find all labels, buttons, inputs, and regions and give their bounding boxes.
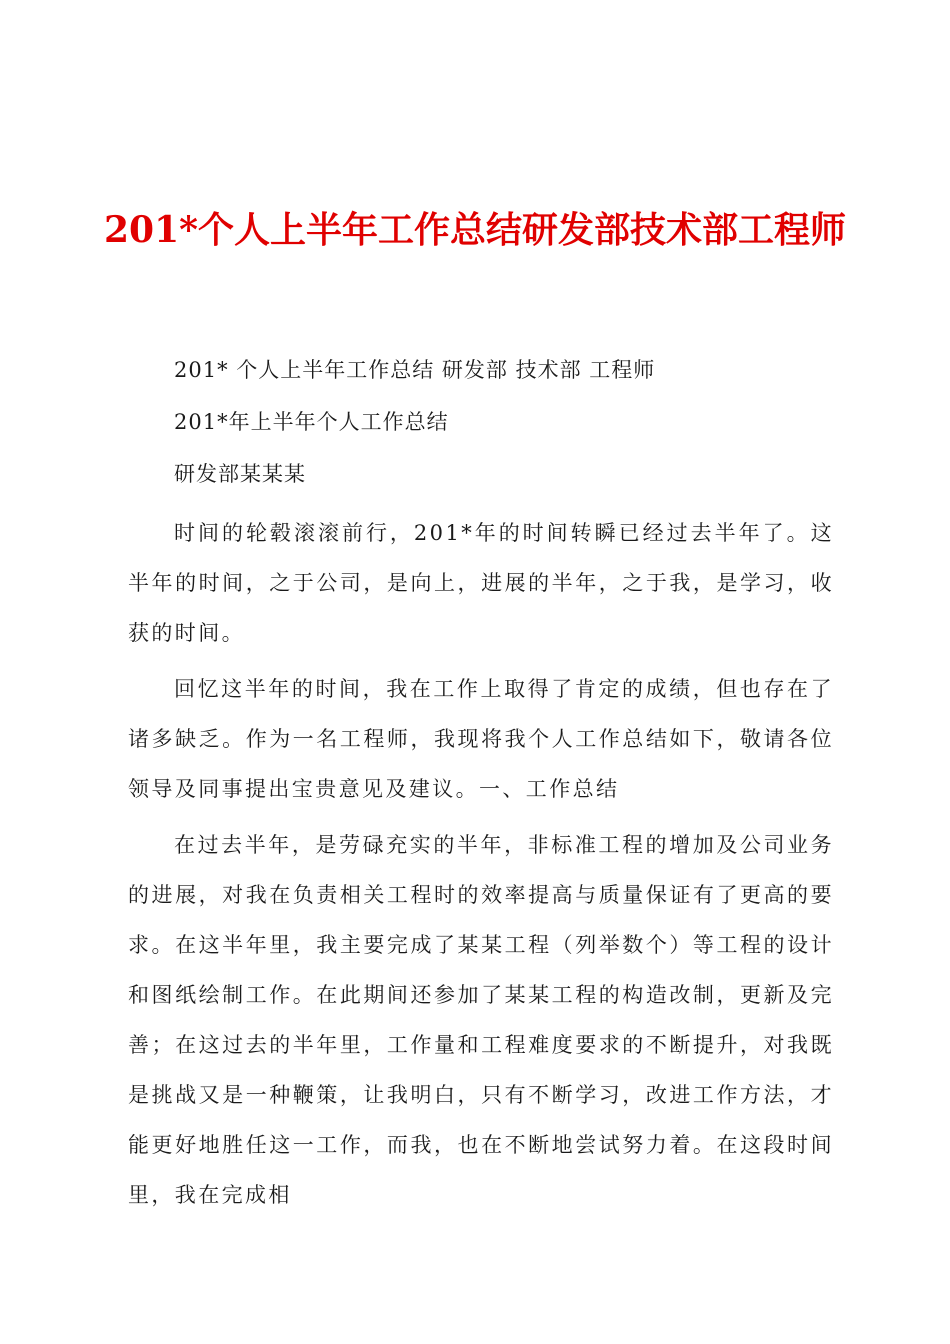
header-line: 研发部某某某 (174, 462, 306, 486)
document-title: 201*个人上半年工作总结研发部技术部工程师 (104, 209, 846, 251)
header-line: 201* 个人上半年工作总结 研发部 技术部 工程师 (174, 358, 656, 382)
paragraph: 时间的轮毂滚滚前行，201*年的时间转瞬已经过去半年了。这半年的时间，之于公司，是向上，进展的半年，之于我，是学习，收获的时间。 (128, 521, 834, 645)
paragraph: 在过去半年，是劳碌充实的半年，非标准工程的增加及公司业务的进展，对我在负责相关工程时的效率提高与质量保证有了更高的要求。在这半年里，我主要完成了某某工程（列举数个）等工程的设计和图纸绘制工作。在此期间还参加了某某工程的构造改制，更新及完善；在这过去的半年里，工作量和工程难度要求的不断提升，对我既是挑战又是一种鞭策，让我明白，只有不断学习，改进工作方法，才能更好地胜任这一工作，而我，也在不断地尝试努力着。在这段时间里，我在完成相 (128, 833, 834, 1207)
header-line: 201*年上半年个人工作总结 (174, 410, 449, 434)
paragraph: 回忆这半年的时间，我在工作上取得了肯定的成绩，但也存在了诸多缺乏。作为一名工程师，我现将我个人工作总结如下，敬请各位领导及同事提出宝贵意见及建议。一、工作总结 (128, 677, 834, 801)
document-body (128, 344, 834, 1220)
